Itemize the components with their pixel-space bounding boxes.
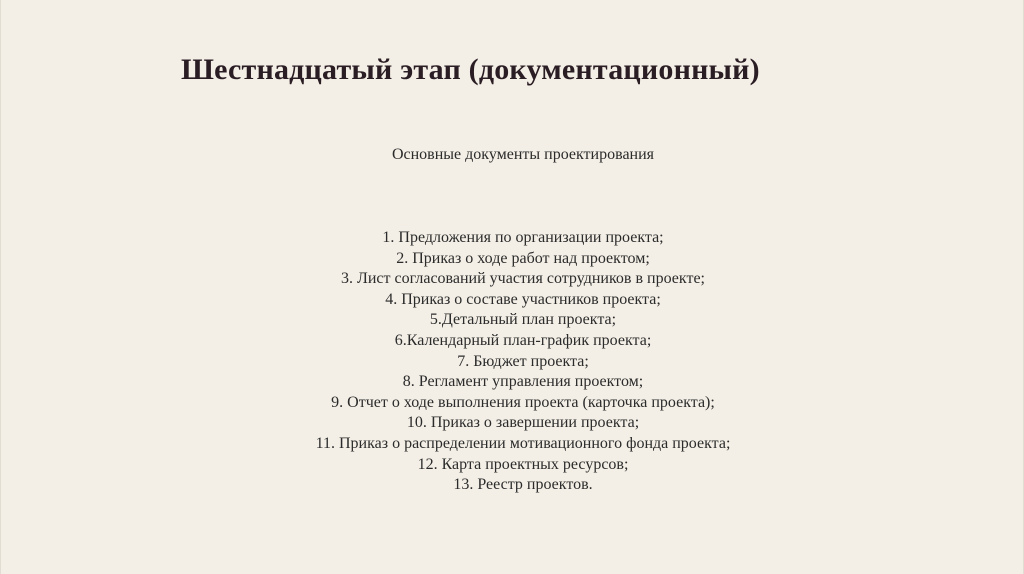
slide-subtitle: Основные документы проектирования [391, 146, 655, 163]
list-item: 2. Приказ о ходе работ над проектом; [396, 249, 650, 267]
list-item: 7. Бюджет проекта; [457, 352, 589, 370]
list-item: 1. Предложения по организации проекта; [382, 229, 664, 246]
list-item: 6.Календарный план-график проекта; [394, 331, 652, 349]
list-item: 11. Приказ о распределении мотивационного фонда проекта; [315, 434, 731, 452]
list-item: 8. Регламент управления проектом; [402, 373, 644, 391]
list-item: 13. Реестр проектов. [453, 476, 593, 494]
slide-title: Шестнадцатый этап (документационный) [181, 53, 760, 86]
document-list [1, 228, 1024, 496]
list-item: 3. Лист согласований участия сотрудников в проекте; [341, 270, 705, 288]
list-item: 4. Приказ о составе участников проекта; [385, 290, 661, 308]
list-item: 9. Отчет о ходе выполнения проекта (карточка проекта); [331, 393, 715, 411]
list-item: 12. Карта проектных ресурсов; [417, 455, 629, 473]
list-item: 10. Приказ о завершении проекта; [406, 414, 640, 432]
list-item: 5.Детальный план проекта; [429, 311, 617, 329]
